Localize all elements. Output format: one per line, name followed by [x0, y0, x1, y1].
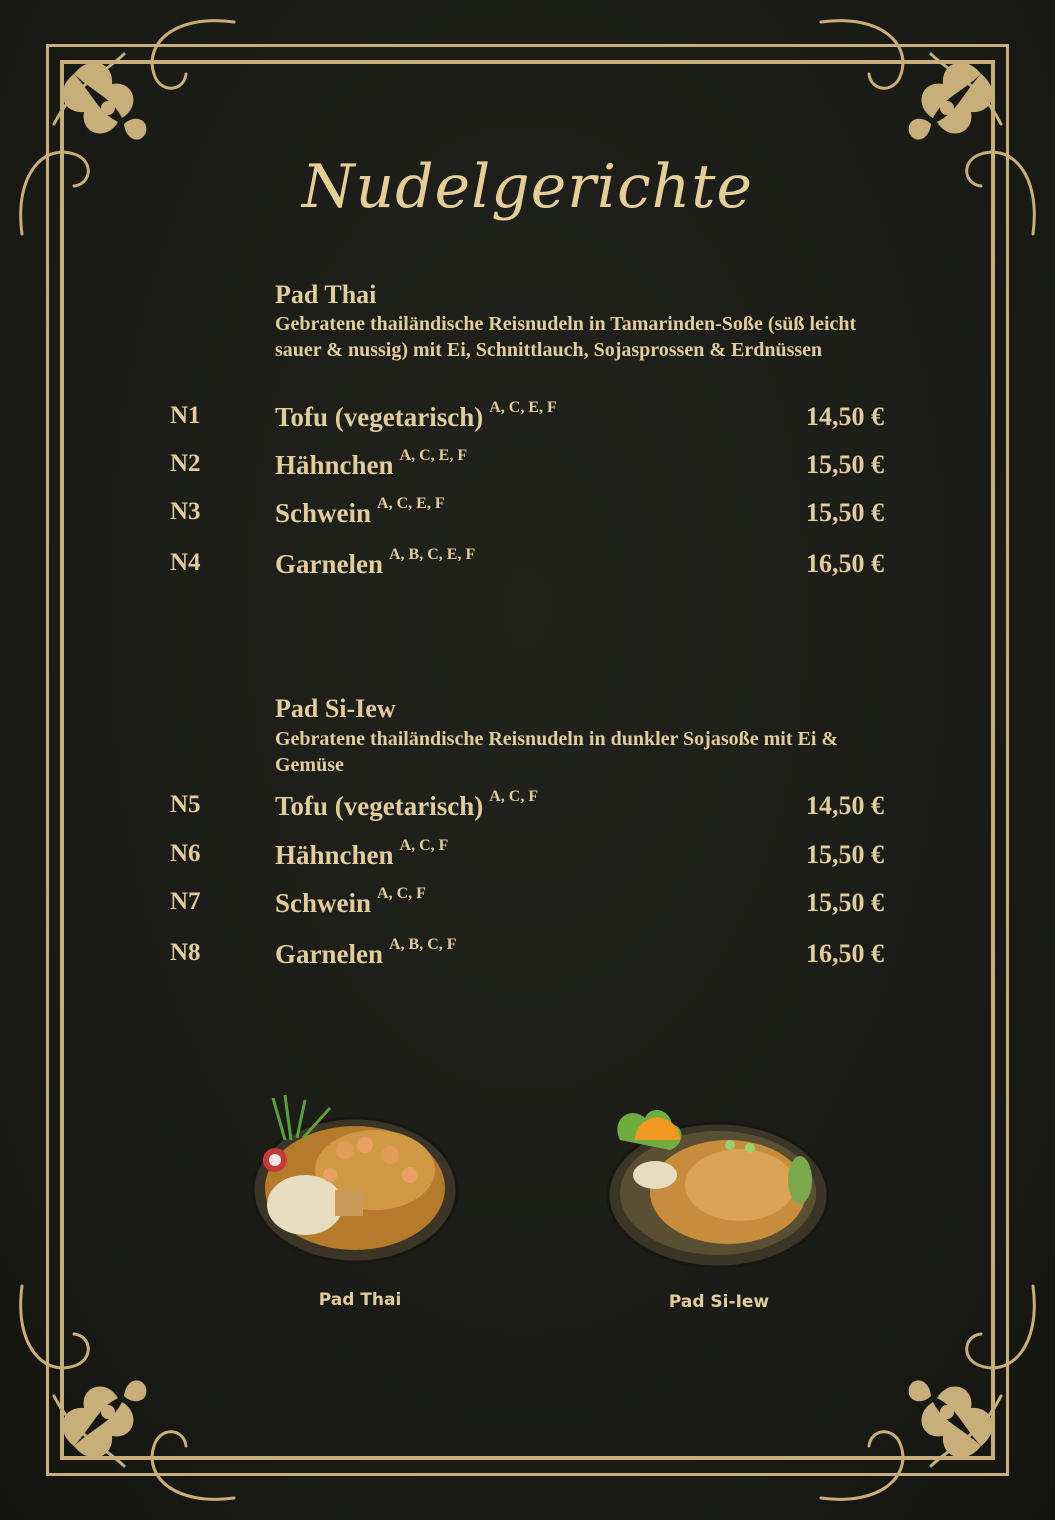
menu-item	[0, 447, 1055, 490]
item-allergens: A, B, C, E, F	[389, 546, 476, 563]
menu-item	[0, 399, 1055, 442]
item-code: N5	[170, 791, 201, 818]
item-code: N3	[170, 498, 201, 525]
item-name: Tofu (vegetarisch)	[275, 402, 484, 432]
menu-item	[0, 936, 1055, 979]
section-title-pad-thai: Pad Thai	[275, 280, 377, 309]
item-name: Tofu (vegetarisch)	[275, 791, 484, 821]
item-allergens: A, C, E, F	[399, 447, 468, 464]
item-price: 15,50 €	[806, 498, 884, 527]
menu-item	[0, 546, 1055, 589]
menu-item	[0, 788, 1055, 831]
page-title: Nudelgerichte	[302, 152, 753, 222]
item-name-wrap	[275, 447, 468, 481]
section-title-pad-si-iew: Pad Si-Iew	[275, 694, 396, 723]
pad-thai-photo	[245, 1090, 465, 1270]
item-allergens: A, C, E, F	[377, 495, 445, 512]
item-code: N7	[170, 888, 201, 915]
item-name: Hähnchen	[275, 840, 394, 870]
item-code: N4	[170, 549, 201, 576]
item-name-wrap	[275, 399, 557, 433]
menu-item	[0, 885, 1055, 928]
item-name-wrap	[275, 546, 476, 580]
menu-item	[0, 495, 1055, 538]
item-code: N2	[170, 450, 201, 477]
item-price: 15,50 €	[806, 840, 884, 869]
item-code: N6	[170, 840, 201, 867]
item-price: 15,50 €	[806, 888, 884, 917]
photo-caption: Pad Si-Iew	[668, 1292, 770, 1312]
item-name-wrap	[275, 885, 426, 919]
item-code: N8	[170, 939, 201, 966]
item-price: 16,50 €	[806, 549, 884, 578]
item-price: 14,50 €	[806, 791, 884, 820]
item-allergens: A, C, F	[489, 788, 539, 805]
item-allergens: A, C, F	[377, 885, 426, 902]
item-allergens: A, B, C, F	[389, 936, 457, 953]
item-name: Hähnchen	[275, 450, 394, 480]
menu-item	[0, 837, 1055, 880]
item-allergens: A, C, F	[399, 837, 449, 854]
item-name: Schwein	[275, 888, 372, 918]
item-name: Garnelen	[275, 939, 383, 969]
item-price: 16,50 €	[806, 939, 884, 968]
section-description-pad-si-iew: Gebratene thailändische Reisnudeln in dunkler Sojasoße mit Ei & Gemüse	[275, 728, 839, 776]
item-code: N1	[170, 402, 201, 429]
corner-ornament-icon	[14, 1276, 244, 1506]
section-description-pad-thai: Gebratene thailändische Reisnudeln in Tamarinden-Soße (süß leicht sauer & nussig) mit Ei, Schnittlauch, Sojasprossen & Erdnüssen	[275, 313, 857, 361]
item-name: Schwein	[275, 498, 372, 528]
item-name-wrap	[275, 495, 445, 529]
corner-ornament-icon	[811, 1276, 1041, 1506]
item-price: 14,50 €	[806, 402, 884, 431]
pad-si-iew-photo	[600, 1100, 835, 1275]
item-name: Garnelen	[275, 549, 383, 579]
item-name-wrap	[275, 936, 457, 970]
photo-caption: Pad Thai	[318, 1290, 402, 1310]
item-name-wrap	[275, 788, 539, 822]
item-price: 15,50 €	[806, 450, 884, 479]
item-name-wrap	[275, 837, 449, 871]
item-allergens: A, C, E, F	[489, 399, 557, 416]
